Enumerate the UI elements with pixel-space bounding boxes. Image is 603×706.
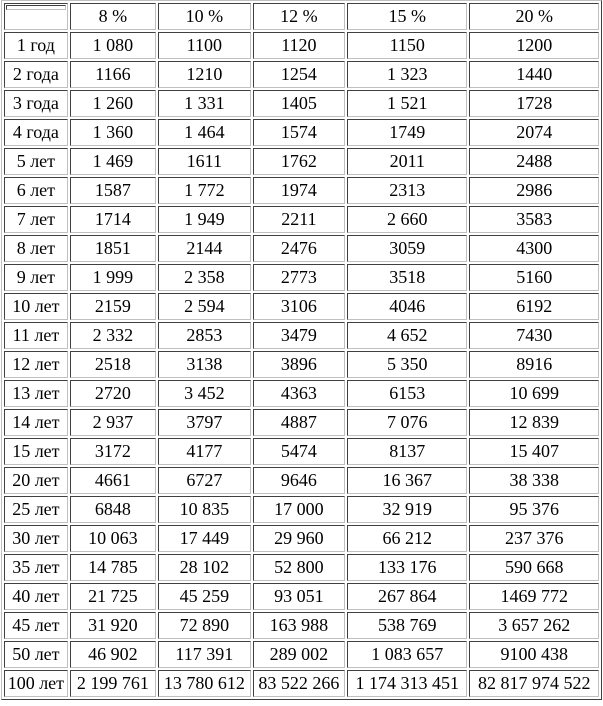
table-cell: 1254 xyxy=(253,61,346,88)
row-label: 14 лет xyxy=(4,409,68,436)
table-cell: 9100 438 xyxy=(469,641,599,668)
table-cell: 1 323 xyxy=(347,61,467,88)
table-cell: 1120 xyxy=(253,32,346,59)
row-label: 1 год xyxy=(4,32,68,59)
table-cell: 6848 xyxy=(70,496,156,523)
table-row xyxy=(4,148,599,175)
table-cell: 2720 xyxy=(70,380,156,407)
table-cell: 3896 xyxy=(253,351,346,378)
table-row xyxy=(4,61,599,88)
table-cell: 1405 xyxy=(253,90,346,117)
table-cell: 93 051 xyxy=(253,583,346,610)
table-cell: 1 949 xyxy=(158,206,251,233)
row-label: 25 лет xyxy=(4,496,68,523)
table-cell: 8916 xyxy=(469,351,599,378)
table-cell: 21 725 xyxy=(70,583,156,610)
table-cell: 163 988 xyxy=(253,612,346,639)
table-cell: 590 668 xyxy=(469,554,599,581)
table-cell: 1728 xyxy=(469,90,599,117)
table-cell: 4887 xyxy=(253,409,346,436)
table-row xyxy=(4,583,599,610)
column-header: 10 % xyxy=(158,3,251,30)
table-cell: 2476 xyxy=(253,235,346,262)
table-row xyxy=(4,235,599,262)
header-row xyxy=(4,3,599,30)
table-cell: 1 083 657 xyxy=(347,641,467,668)
column-header: 8 % xyxy=(70,3,156,30)
table-row xyxy=(4,32,599,59)
row-label: 2 года xyxy=(4,61,68,88)
table-row xyxy=(4,206,599,233)
table-cell: 1 469 xyxy=(70,148,156,175)
row-label: 4 года xyxy=(4,119,68,146)
table-cell: 2144 xyxy=(158,235,251,262)
column-header: 12 % xyxy=(253,3,346,30)
table-cell: 3518 xyxy=(347,264,467,291)
row-label: 35 лет xyxy=(4,554,68,581)
table-cell: 83 522 266 xyxy=(253,670,346,697)
table-cell: 95 376 xyxy=(469,496,599,523)
row-label: 12 лет xyxy=(4,351,68,378)
table-cell: 1 521 xyxy=(347,90,467,117)
table-cell: 52 800 xyxy=(253,554,346,581)
table-cell: 1166 xyxy=(70,61,156,88)
table-cell: 10 063 xyxy=(70,525,156,552)
row-label: 45 лет xyxy=(4,612,68,639)
corner-nested-table xyxy=(6,5,66,10)
table-cell: 1762 xyxy=(253,148,346,175)
row-label: 13 лет xyxy=(4,380,68,407)
table-cell: 2986 xyxy=(469,177,599,204)
row-label: 9 лет xyxy=(4,264,68,291)
corner-cell xyxy=(4,3,68,30)
table-cell: 1574 xyxy=(253,119,346,146)
table-row xyxy=(4,177,599,204)
row-label: 7 лет xyxy=(4,206,68,233)
table-cell: 4300 xyxy=(469,235,599,262)
table-cell: 28 102 xyxy=(158,554,251,581)
table-cell: 1440 xyxy=(469,61,599,88)
table-cell: 2773 xyxy=(253,264,346,291)
table-row xyxy=(4,90,599,117)
table-cell: 2 594 xyxy=(158,293,251,320)
row-label: 6 лет xyxy=(4,177,68,204)
table-cell: 1749 xyxy=(347,119,467,146)
table-cell: 5 350 xyxy=(347,351,467,378)
table-row xyxy=(4,525,599,552)
row-label: 3 года xyxy=(4,90,68,117)
table-cell: 1 331 xyxy=(158,90,251,117)
row-label: 20 лет xyxy=(4,467,68,494)
row-label: 100 лет xyxy=(4,670,68,697)
table-cell: 1210 xyxy=(158,61,251,88)
table-cell: 2 358 xyxy=(158,264,251,291)
table-cell: 3583 xyxy=(469,206,599,233)
table-row xyxy=(4,380,599,407)
table-cell: 32 919 xyxy=(347,496,467,523)
table-row xyxy=(4,293,599,320)
row-label: 15 лет xyxy=(4,438,68,465)
table-cell: 2 199 761 xyxy=(70,670,156,697)
table-cell: 2159 xyxy=(70,293,156,320)
table-cell: 1611 xyxy=(158,148,251,175)
table-cell: 2 937 xyxy=(70,409,156,436)
table-cell: 2488 xyxy=(469,148,599,175)
table-cell: 4046 xyxy=(347,293,467,320)
table-cell: 1587 xyxy=(70,177,156,204)
table-cell: 1851 xyxy=(70,235,156,262)
row-label: 8 лет xyxy=(4,235,68,262)
table-cell: 3059 xyxy=(347,235,467,262)
table-cell: 538 769 xyxy=(347,612,467,639)
table-cell: 6192 xyxy=(469,293,599,320)
table-cell: 38 338 xyxy=(469,467,599,494)
table-row xyxy=(4,264,599,291)
table-cell: 2 332 xyxy=(70,322,156,349)
column-header: 20 % xyxy=(469,3,599,30)
table-cell: 1 464 xyxy=(158,119,251,146)
compound-interest-table xyxy=(1,0,602,700)
table-cell: 1469 772 xyxy=(469,583,599,610)
table-cell: 2074 xyxy=(469,119,599,146)
table-cell: 16 367 xyxy=(347,467,467,494)
table-cell: 29 960 xyxy=(253,525,346,552)
table-cell: 2853 xyxy=(158,322,251,349)
table-cell: 2313 xyxy=(347,177,467,204)
table-cell: 4177 xyxy=(158,438,251,465)
table-cell: 7 076 xyxy=(347,409,467,436)
table-row xyxy=(4,409,599,436)
table-cell: 6727 xyxy=(158,467,251,494)
row-label: 30 лет xyxy=(4,525,68,552)
table-body xyxy=(4,32,599,697)
table-cell: 17 449 xyxy=(158,525,251,552)
table-cell: 5474 xyxy=(253,438,346,465)
table-cell: 82 817 974 522 xyxy=(469,670,599,697)
table-cell: 3172 xyxy=(70,438,156,465)
table-cell: 1 260 xyxy=(70,90,156,117)
table-cell: 1 772 xyxy=(158,177,251,204)
table-row xyxy=(4,119,599,146)
table-cell: 10 835 xyxy=(158,496,251,523)
table-cell: 3 452 xyxy=(158,380,251,407)
table-cell: 1 080 xyxy=(70,32,156,59)
table-cell: 10 699 xyxy=(469,380,599,407)
table-cell: 31 920 xyxy=(70,612,156,639)
table-cell: 133 176 xyxy=(347,554,467,581)
table-cell: 1150 xyxy=(347,32,467,59)
table-cell: 3797 xyxy=(158,409,251,436)
table-cell: 8137 xyxy=(347,438,467,465)
table-row xyxy=(4,322,599,349)
table-row xyxy=(4,438,599,465)
table-cell: 2011 xyxy=(347,148,467,175)
table-cell: 2211 xyxy=(253,206,346,233)
row-label: 50 лет xyxy=(4,641,68,668)
table-cell: 1100 xyxy=(158,32,251,59)
table-cell: 3479 xyxy=(253,322,346,349)
table-cell: 1714 xyxy=(70,206,156,233)
table-cell: 5160 xyxy=(469,264,599,291)
table-cell: 4 652 xyxy=(347,322,467,349)
table-cell: 15 407 xyxy=(469,438,599,465)
table-cell: 13 780 612 xyxy=(158,670,251,697)
table-cell: 289 002 xyxy=(253,641,346,668)
row-label: 40 лет xyxy=(4,583,68,610)
table-cell: 12 839 xyxy=(469,409,599,436)
table-cell: 3138 xyxy=(158,351,251,378)
table-cell: 1 360 xyxy=(70,119,156,146)
table-row xyxy=(4,612,599,639)
table-cell: 117 391 xyxy=(158,641,251,668)
table-cell: 2518 xyxy=(70,351,156,378)
table-cell: 1974 xyxy=(253,177,346,204)
table-row xyxy=(4,670,599,697)
table-cell: 46 902 xyxy=(70,641,156,668)
row-label: 11 лет xyxy=(4,322,68,349)
table-cell: 14 785 xyxy=(70,554,156,581)
table-cell: 9646 xyxy=(253,467,346,494)
table-cell: 1200 xyxy=(469,32,599,59)
column-header: 15 % xyxy=(347,3,467,30)
table-cell: 3 657 262 xyxy=(469,612,599,639)
table-cell: 17 000 xyxy=(253,496,346,523)
table-cell: 6153 xyxy=(347,380,467,407)
table-row xyxy=(4,351,599,378)
table-row xyxy=(4,554,599,581)
table-row xyxy=(4,496,599,523)
table-cell: 267 864 xyxy=(347,583,467,610)
table-row xyxy=(4,467,599,494)
table-cell: 2 660 xyxy=(347,206,467,233)
table-row xyxy=(4,641,599,668)
row-label: 10 лет xyxy=(4,293,68,320)
table-cell: 1 174 313 451 xyxy=(347,670,467,697)
table-cell: 3106 xyxy=(253,293,346,320)
table-cell: 7430 xyxy=(469,322,599,349)
table-cell: 4363 xyxy=(253,380,346,407)
table-cell: 45 259 xyxy=(158,583,251,610)
table-cell: 4661 xyxy=(70,467,156,494)
table-cell: 1 999 xyxy=(70,264,156,291)
table-cell: 237 376 xyxy=(469,525,599,552)
row-label: 5 лет xyxy=(4,148,68,175)
table-cell: 72 890 xyxy=(158,612,251,639)
table-cell: 66 212 xyxy=(347,525,467,552)
